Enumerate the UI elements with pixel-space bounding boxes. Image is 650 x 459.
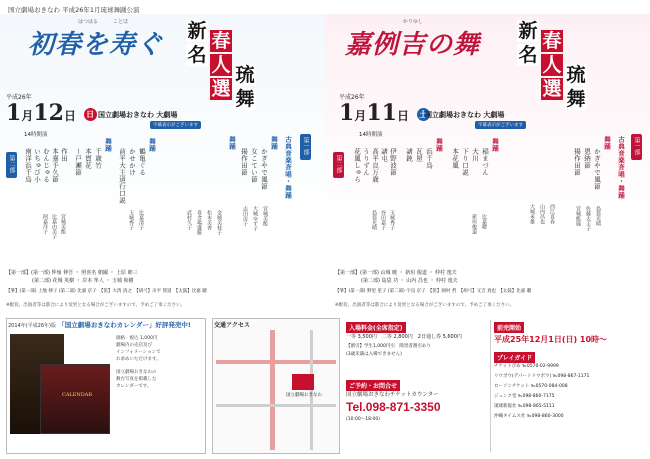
program-item: 稲まづん <box>481 148 489 176</box>
day-of-week-badge: 日 <box>84 108 97 121</box>
badge-char: 人 <box>211 54 231 76</box>
map-title: 交通アクセス <box>214 322 250 329</box>
program-item: 本嘉手久節 <box>51 148 59 183</box>
staff-line: 【第一部】(第一部) 仲嶺 伸吾 ・ 照喜名 朝國 ・ 上原 睦三 <box>6 270 138 276</box>
venue-name: 国立劇場おきなわ 大劇場 <box>425 111 505 119</box>
cast-name: 玉城秀子 <box>389 210 395 230</box>
program-item: 舞踊 <box>270 136 278 150</box>
calendar-photo-title: CALENDAR <box>62 392 93 398</box>
price-heading: 入場料金(全席指定) <box>346 322 406 333</box>
map-road <box>310 330 313 450</box>
program-title: 初春を寿ぐ <box>28 30 164 60</box>
date-day: 11 <box>366 100 397 126</box>
program-item: 本貫花 <box>84 148 92 169</box>
calendar-text: 国立劇場おきなわの <box>116 370 157 375</box>
program-item: ー戸瀬節 <box>74 148 82 176</box>
theater-map-marker <box>292 374 314 390</box>
cast-name: 阿嘉洋子 <box>42 214 48 234</box>
badge-char: 新 <box>518 20 538 42</box>
program-item: 花風しゅら <box>353 148 361 183</box>
staff-line: 【箏】(第一部) 野里 里子 (第二部) 宇良 京子 【笛】岡村 哲 【胡弓】又吉 真也 【太鼓】比嘉 聰 <box>335 289 532 294</box>
staff-line: (第二部) 花城 英樹 ・ 岸本 隼人 ・ 玉城 和樹 <box>32 278 134 284</box>
performance-date: 1月11日 土 <box>339 100 430 126</box>
badge-char: 舞 <box>566 88 586 110</box>
calendar-text: カレンダーです。 <box>116 384 152 389</box>
date-month: 1 <box>339 100 355 126</box>
playguide-item: 沖縄タイムス社 ℡098-860-3000 <box>494 414 564 419</box>
program-item: 高平良万歳 <box>371 148 379 183</box>
program-item: 作田 <box>60 148 68 162</box>
program-item: 伊野波節 <box>389 148 397 176</box>
part1-tag: 第一部 <box>300 134 311 160</box>
playguide-heading: プレイガイド <box>494 352 535 363</box>
badge-char: 名 <box>518 44 538 66</box>
program-item: 舞踊 <box>435 138 443 152</box>
badge-char: 舞 <box>235 88 255 110</box>
program-title: 嘉例吉の舞 <box>345 30 481 60</box>
access-map <box>212 318 340 454</box>
cast-name: 宮城能鳳 <box>575 206 581 226</box>
start-time: 14時開演 <box>359 132 383 138</box>
venue-name: 国立劇場おきなわ 大劇場 <box>98 111 178 119</box>
sale-date: 平成25年12月1日(日) 10時～ <box>494 335 608 344</box>
shinshun-badge <box>517 20 613 132</box>
day-of-week-badge: 土 <box>417 108 430 121</box>
reserve-name: 国立劇場おきなわチケットカウンター <box>346 392 439 398</box>
playguide-item: チケットぴあ ℡0570-02-9999 <box>494 364 559 369</box>
badge-char: 琉 <box>235 64 255 86</box>
calendar-text: インフォメーションで <box>116 350 161 355</box>
price-line: 【割引】学生1,000円引 障害者割引あり <box>346 344 431 349</box>
program-item: 千歳竹 <box>94 148 102 169</box>
section-heading: 古典音楽斉唱・舞踊 <box>617 136 625 199</box>
subtitle-note: 字幕表示がございます <box>475 121 526 129</box>
part2-tag: 第二部 <box>333 152 344 178</box>
badge-char: 名 <box>187 44 207 66</box>
playguide-item: ジュンク堂 ℡098-860-7175 <box>494 394 555 399</box>
program-item: 恩納節 <box>583 148 591 169</box>
price-line: (3歳未満は入場できません) <box>346 352 402 357</box>
cast-name: 新垣俊道 <box>471 214 477 234</box>
date-day: 12 <box>33 100 64 126</box>
program-item: 舞踊 <box>228 136 236 150</box>
staff-line: 【第一部】(第一部) 山城 暁 ・ 新垣 俊道 ・ 仲村 逸夫 <box>335 270 457 276</box>
cast-name: 谷田嘉子 <box>380 210 386 230</box>
calendar-text: 舞台写真を掲載した <box>116 377 157 382</box>
phone-number: Tel.098-871-3350 <box>346 400 441 414</box>
subtitle-note: 字幕表示がございます <box>150 121 201 129</box>
program-item: 前平大主道行口説 <box>118 148 126 204</box>
program-item: 舞踊 <box>603 136 611 150</box>
cast-name: 島袋光晴 <box>371 210 377 230</box>
calendar-photo <box>40 364 110 434</box>
cast-name: 金城美枝子 <box>216 210 222 235</box>
start-time: 14時開演 <box>24 132 48 138</box>
cast-name: 佐藤太圭子 <box>585 206 591 231</box>
map-road <box>270 330 275 450</box>
performance-date: 1月12日 日 <box>6 100 97 126</box>
cast-name: 比嘉清子 <box>138 210 144 230</box>
badge-char: 新 <box>187 20 207 42</box>
title-ruby: はつはる ことほ <box>78 19 129 25</box>
cast-name: 比嘉聰 <box>481 214 487 229</box>
program-item: うりずん <box>362 148 370 176</box>
page-header-title: 国立劇場おきなわ 平成26年1月琉球舞踊公演 <box>8 6 140 14</box>
divider <box>490 320 491 452</box>
date-year: 平成26年 <box>6 94 32 101</box>
badge-char: 春 <box>542 30 562 52</box>
program-item: 舞踊 <box>491 138 499 152</box>
calendar-text: お求めいただけます。 <box>116 357 161 362</box>
staff-line: (第二部) 島袋 功 ・ 山内 昌也 ・ 仲村 逸夫 <box>361 278 458 284</box>
calendar-text: 価格：税込 1,000円 <box>116 336 158 341</box>
part2-tag: 第二部 <box>6 152 17 178</box>
cast-name: 島袋光晴 <box>595 206 601 226</box>
sale-heading: 前売開始 <box>494 322 524 333</box>
program-item: 浜千鳥 <box>425 148 433 169</box>
playguide-item: ローソンチケット ℡0570-084-008 <box>494 384 568 389</box>
right-program <box>325 14 650 314</box>
program-item: かぎやで風節 <box>260 148 268 190</box>
date-month: 1 <box>6 100 22 126</box>
left-program <box>0 14 325 314</box>
badge-char: 選 <box>211 78 231 100</box>
program-item: 舞踊 <box>148 138 156 152</box>
map-road <box>216 360 336 364</box>
program-item: 諸屯 <box>380 148 388 162</box>
program-item: いちゅび小 <box>33 148 41 183</box>
program-item: むんじゅる <box>42 148 50 183</box>
program-item: 瓦屋 <box>415 148 423 162</box>
cast-name: 山内昌也 <box>539 204 545 224</box>
program-item: 女こてい節 <box>250 148 258 183</box>
cast-name: 大城ゆず子 <box>252 206 258 231</box>
calendar-text: 劇場内の売店及び <box>116 343 152 348</box>
cast-name: 松本美香 <box>206 210 212 230</box>
playguide-item: 琉球新報社 ℡098-865-5111 <box>494 404 555 409</box>
part1-tag: 第一部 <box>631 134 642 160</box>
cast-name: 西江喜春 <box>549 204 555 224</box>
program-item: 揚作田節 <box>240 148 248 176</box>
cast-name: 喜舎場盛勝 <box>196 210 202 235</box>
badge-char: 人 <box>542 54 562 76</box>
cast-name: 志田房子 <box>242 206 248 226</box>
disclaimer: ※配役、出演者等は都合により変更となる場合がございますので、予めご了承ください。 <box>335 303 515 308</box>
date-year: 平成26年 <box>339 94 365 101</box>
disclaimer: ※配役、出演者等は都合により変更となる場合がございますので、予めご了承ください。 <box>6 303 186 308</box>
badge-char: 選 <box>542 78 562 100</box>
program-item: かせかけ <box>128 148 136 176</box>
phone-hours: (10:00〜18:00) <box>346 417 380 422</box>
calendar-ad-title: 2014年(平成26年)版 「国立劇場おきなわカレンダー」好評発売中! <box>8 321 191 329</box>
program-item: 揚作田節 <box>573 148 581 176</box>
cast-name: 大城米雄 <box>529 204 535 224</box>
cast-name: 玉城秀子 <box>128 210 134 230</box>
title-ruby: かりゆし <box>403 19 424 25</box>
shinshun-badge <box>186 20 282 132</box>
cast-name: 武村久子 <box>186 210 192 230</box>
theater-map-label: 国立劇場おきなわ <box>286 393 322 398</box>
program-item: 下り口説 <box>461 148 469 176</box>
reserve-heading: ご予約・お問合せ <box>346 380 400 391</box>
program-item: かぎやで風節 <box>593 148 601 190</box>
map-road <box>216 404 336 407</box>
program-item: 鶴亀ぐる <box>138 148 146 176</box>
cast-name: 宮城美能 <box>262 206 268 226</box>
program-item: 本花風 <box>451 148 459 169</box>
program-item: 南洋浜千鳥 <box>24 148 32 183</box>
badge-char: 春 <box>211 30 231 52</box>
price-line: 一等 3,500円 二等 2,800円 2日通し券 5,600円 <box>346 334 462 340</box>
section-heading: 古典音楽斉唱・舞踊 <box>284 136 292 199</box>
program-item: 諸鈍 <box>405 148 413 162</box>
program-item: 大川 <box>471 148 479 162</box>
playguide-item: リウボウ(デパートリウボウ) ℡098-867-1171 <box>494 374 590 379</box>
staff-line: 【箏】(第一部) 上地 律子 (第二部) 比嘉 京子 【笛】大湾 清之 【胡弓】川平 賀道 【太鼓】比嘉 聰 <box>6 289 207 294</box>
cast-name: 比嘉由美子 <box>51 214 57 239</box>
badge-char: 琉 <box>566 64 586 86</box>
cast-name: 宮城美能 <box>60 214 66 234</box>
program-item: 舞踊 <box>104 138 112 152</box>
